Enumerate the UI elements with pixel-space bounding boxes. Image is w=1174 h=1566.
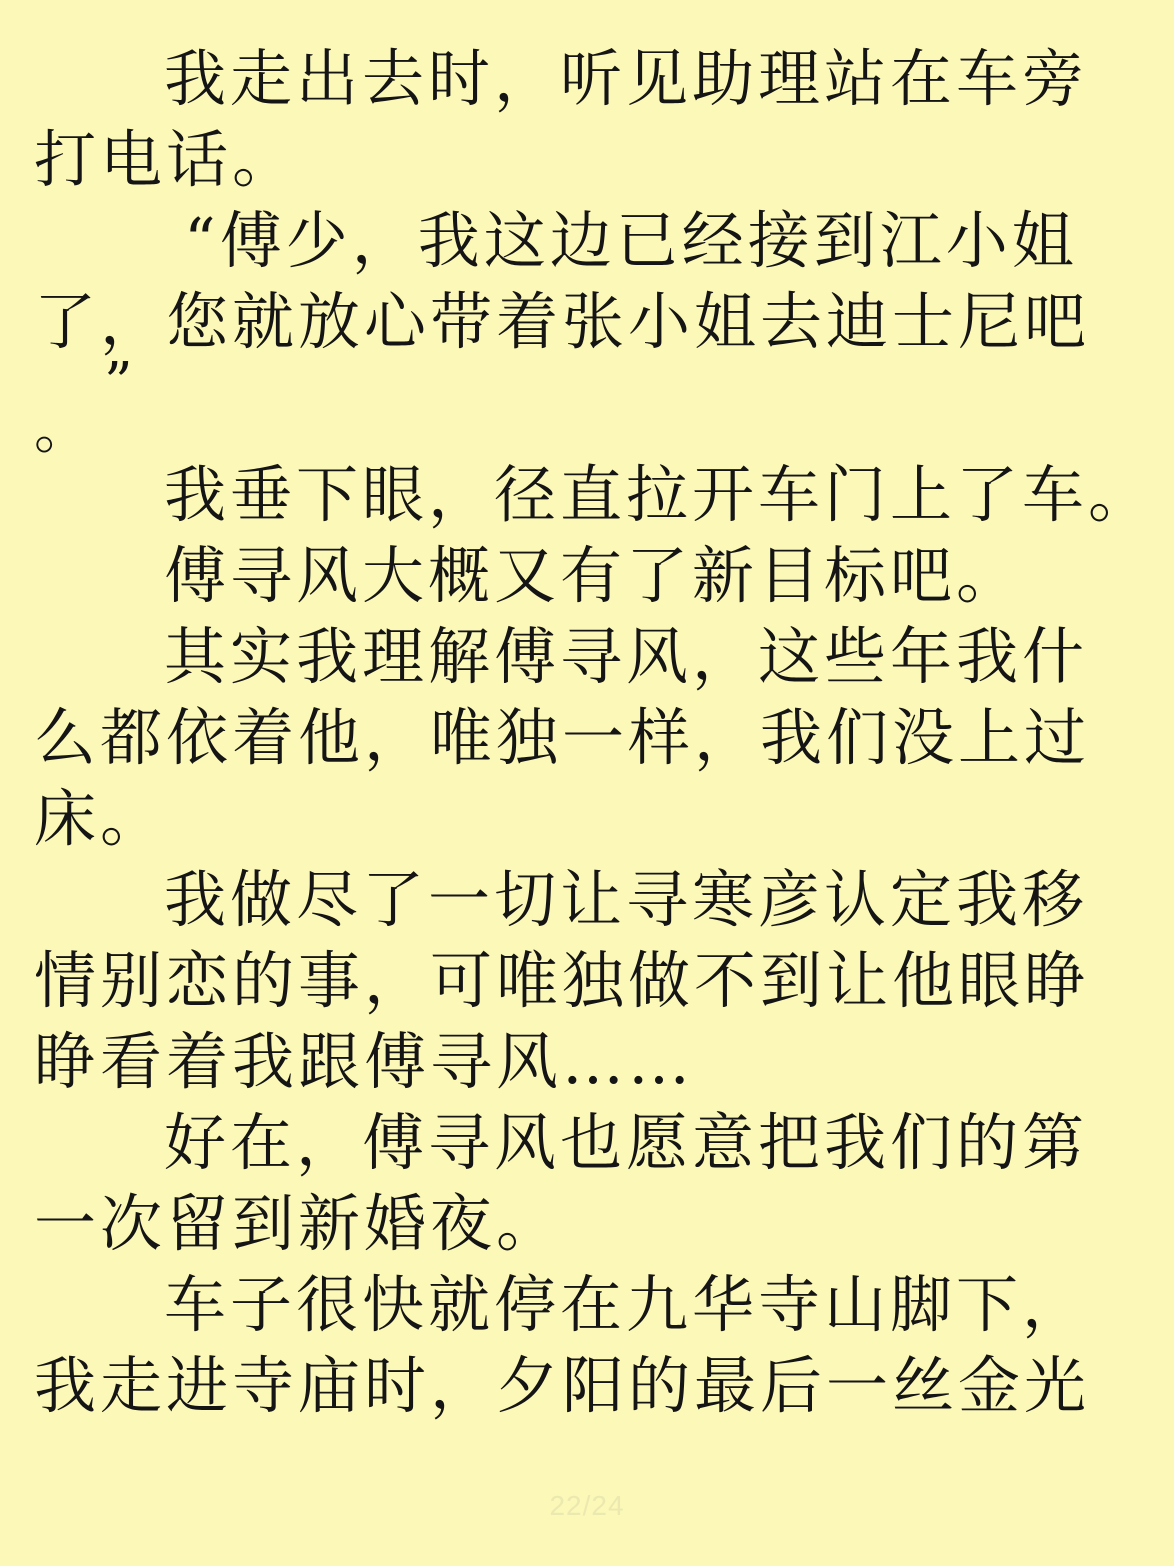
text-line: 好在，傅寻风也愿意把我们的第 (164, 1106, 1089, 1179)
text-line: 打电话。 (34, 123, 299, 196)
text-line: 我垂下眼，径直拉开车门上了车。 (164, 458, 1155, 531)
closing-quote: ” (104, 351, 133, 416)
text-line: 床。 (34, 782, 167, 855)
text-line: 车子很快就停在九华寺山脚下， (164, 1268, 1089, 1341)
period-line: 。 (34, 397, 90, 462)
text-line: 了，您就放心带着张小姐去迪士尼吧 (34, 285, 1091, 358)
text-line: 其实我理解傅寻风，这些年我什 (164, 620, 1089, 693)
text-line: 一次留到新婚夜。 (34, 1187, 563, 1260)
page-indicator: 22/24 (549, 1490, 625, 1521)
text-line: 我走出去时，听见助理站在车旁 (164, 42, 1089, 115)
text-line: 情别恋的事，可唯独做不到让他眼睁 (34, 944, 1091, 1017)
text-line: 么都依着他，唯独一样，我们没上过 (34, 701, 1091, 774)
novel-text (34, 38, 1155, 1426)
text-line: 傅寻风大概又有了新目标吧。 (164, 539, 1023, 612)
text-line: 我走进寺庙时，夕阳的最后一丝金光 (34, 1349, 1091, 1422)
text-line: 我做尽了一切让寻寒彦认定我移 (164, 863, 1089, 936)
text-line: 睁看着我跟傅寻风…… (34, 1025, 695, 1098)
text-line: “傅少，我这边已经接到江小姐 (184, 204, 1078, 277)
